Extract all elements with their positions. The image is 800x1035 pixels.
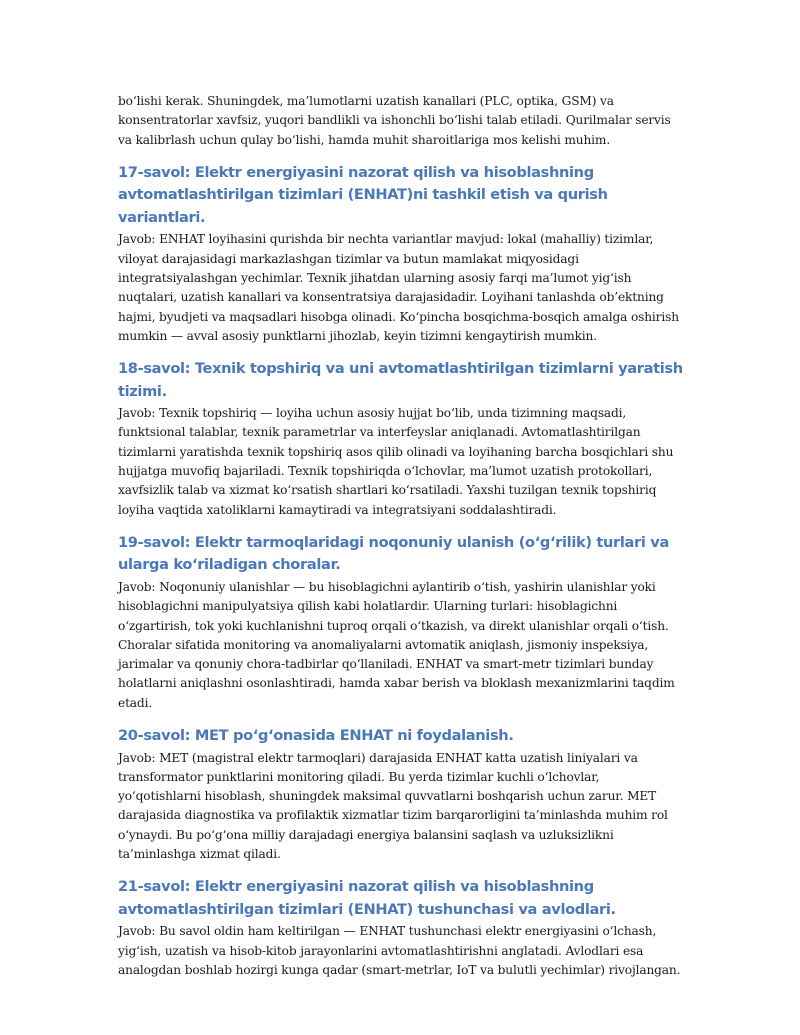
question-19-answer: Javob: Noqonuniy ulanishlar — bu hisoblagichni aylantirib o‘tish, yashirin ulanishlar yoki hisoblagichni manipulyatsiya qilish kabi holatlardir. Ularning turlari: hisoblagichni o‘zgartirish, tok yoki kuchlanishni tuproq orqali o‘tkazish, va direkt ulanishlar orqali o‘tish. Choralar sifatida monitoring va anomaliyalarni avtomatik aniqlash, jismoniy inspeksiya, jarimalar va qonuniy chora-tadbirlar qo‘llaniladi. ENHAT va smart-metr tizimlari bunday holatlarni aniqlashni osonlashtiradi, hamda xabar berish va bloklash mexanizmlarini taqdim etadi.: [118, 579, 675, 710]
question-19-heading: 19-savol: Elektr tarmoqlaridagi noqonuniy ulanish (o‘g‘rilik) turlari va ularga ko‘riladigan choralar.: [118, 533, 669, 574]
question-21-heading: 21-savol: Elektr energiyasini nazorat qilish va hisoblashning avtomatlashtirilgan tizimlari (ENHAT) tushunchasi va avlodlari.: [118, 878, 616, 918]
document-page: [118, 92, 684, 980]
question-20-section: [118, 725, 684, 864]
question-18-section: [118, 358, 684, 520]
question-21-answer: Javob: Bu savol oldin ham keltirilgan — ENHAT tushunchasi elektr energiyasini o‘lchash, yig‘ish, uzatish va hisob-kitob jarayonlarini avtomatlashtirishni anglatadi. Avlodlari esa analogdan boshlab hozirgi kunga qadar (smart-metrlar, IoT va bulutli yechimlar) rivojlangan.: [118, 924, 681, 977]
question-17-answer: Javob: ENHAT loyihasini qurishda bir nechta variantlar mavjud: lokal (mahalliy) tizimlar, viloyat darajasidagi markazlashgan tizimlar va butun mamlakat miqyosidagi integratsiyalashgan yechimlar. Texnik jihatdan ularning asosiy farqi ma’lumot yig‘ish nuqtalari, uzatish kanallari va konsentratsiya darajasidadir. Loyihani tanlashda ob’ektning hajmi, byudjeti va maqsadlari hisobga olinadi. Ko‘pincha bosqichma-bosqich amalga oshirish mumkin — avval asosiy punktlarni jihozlab, keyin tizimni kengaytirish mumkin.: [118, 232, 679, 343]
question-21-section: [118, 876, 684, 980]
question-18-heading: 18-savol: Texnik topshiriq va uni avtomatlashtirilgan tizimlarni yaratish tizimi.: [118, 360, 683, 400]
intro-paragraph: bo‘lishi kerak. Shuningdek, ma’lumotlarni uzatish kanallari (PLC, optika, GSM) va konsentratorlar xavfsiz, yuqori bandlikli va ishonchli bo‘lishi talab etiladi. Qurilmalar servis va kalibrlash uchun qulay bo‘lishi, hamda muhit sharoitlariga mos kelishi muhim.: [118, 94, 671, 147]
question-20-answer: Javob: MET (magistral elektr tarmoqlari) darajasida ENHAT katta uzatish liniyalari va transformator punktlarini monitoring qiladi. Bu yerda tizimlar kuchli o‘lchovlar, yo‘qotishlarni hisoblash, shuningdek maksimal quvvatlarni boshqarish uchun zarur. MET darajasida diagnostika va profilaktik xizmatlar tizim barqarorligini ta’minlashda muhim rol o‘ynaydi. Bu po‘g‘ona milliy darajadagi energiya balansini saqlash va uzluksizlikni ta’minlashga xizmat qiladi.: [118, 750, 668, 862]
question-20-heading: 20-savol: MET po‘g‘onasida ENHAT ni foydalanish.: [118, 727, 514, 745]
question-18-answer: Javob: Texnik topshiriq — loyiha uchun asosiy hujjat bo‘lib, unda tizimning maqsadi, funktsional talablar, texnik parametrlar va interfeyslar aniqlanadi. Avtomatlashtirilgan tizimlarni yaratishda texnik topshiriq asos qilib olinadi va loyihaning barcha bosqichlari shu hujjatga muvofiq bajariladi. Texnik topshiriqda o‘lchovlar, ma’lumot uzatish protokollari, xavfsizlik talab va xizmat ko‘rsatish shartlari ko‘rsatiladi. Yaxshi tuzilgan texnik topshiriq loyiha vaqtida xatoliklarni kamaytiradi va integratsiyani soddalashtiradi.: [118, 406, 674, 517]
question-17-heading: 17-savol: Elektr energiyasini nazorat qilish va hisoblashning avtomatlashtirilgan tizimlari (ENHAT)ni tashkil etish va qurish variantlari.: [118, 163, 608, 226]
question-17-section: [118, 162, 684, 346]
question-19-section: [118, 532, 684, 713]
